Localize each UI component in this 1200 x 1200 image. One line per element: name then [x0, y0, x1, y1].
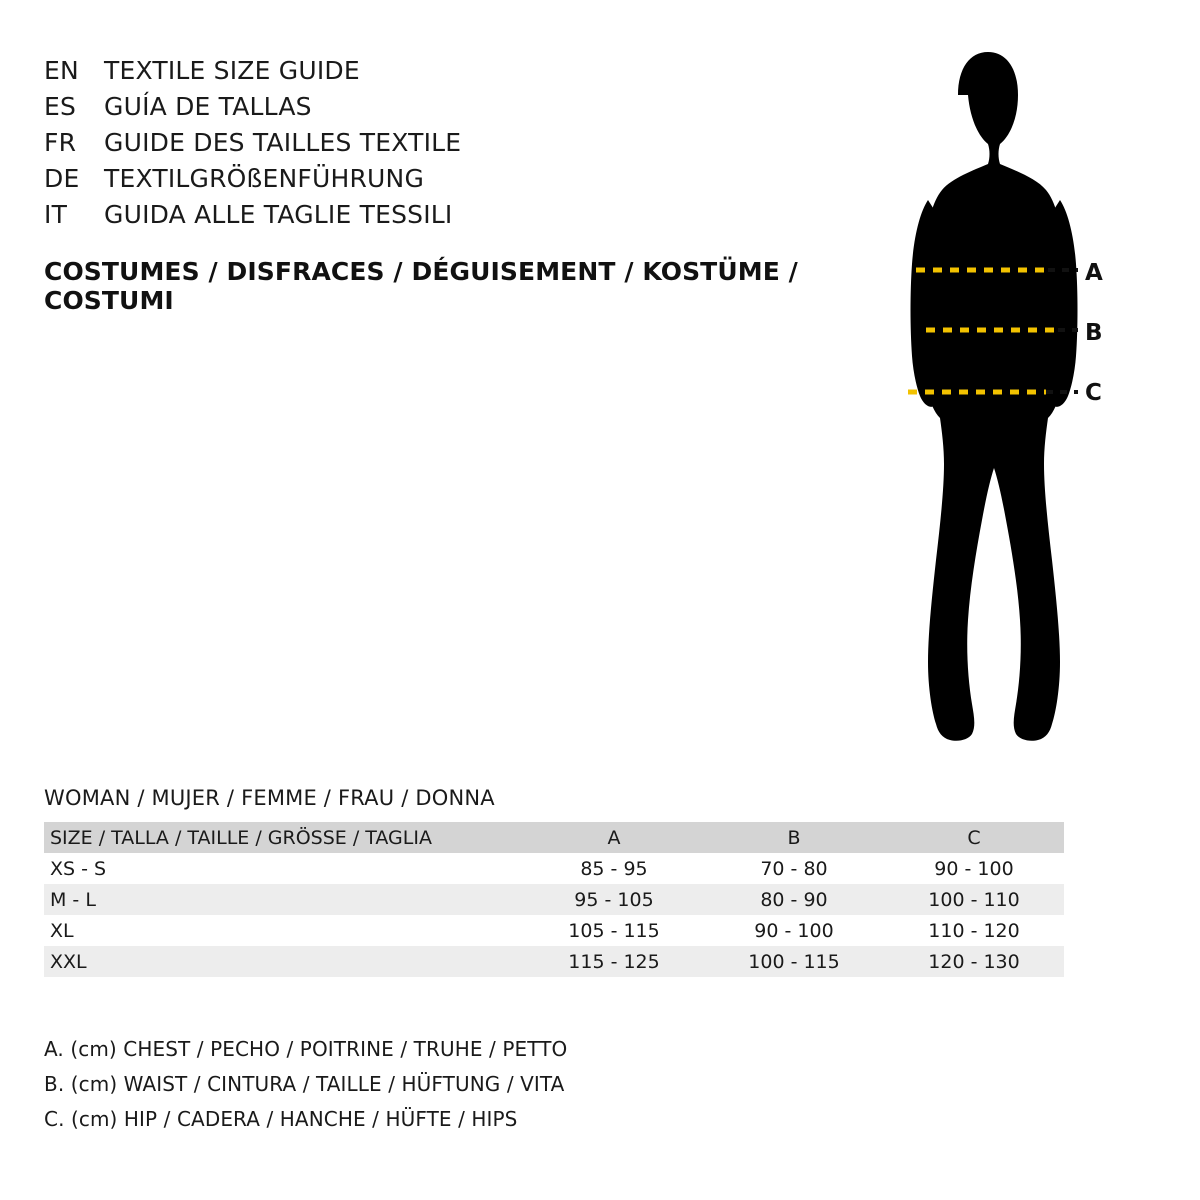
cell-size: M - L: [44, 884, 524, 915]
language-code-de: DE: [44, 164, 80, 193]
language-row-es: [44, 92, 804, 128]
cell-waist: 90 - 100: [704, 915, 884, 946]
column-header-b: B: [704, 822, 884, 853]
language-text-de: TEXTILGRÖßENFÜHRUNG: [104, 164, 425, 193]
table-row: [44, 915, 1064, 946]
cell-chest: 95 - 105: [524, 884, 704, 915]
table-caption: WOMAN / MUJER / FEMME / FRAU / DONNA: [44, 786, 495, 810]
marker-label-c: C: [1085, 380, 1102, 406]
column-header-size: SIZE / TALLA / TAILLE / GRÖSSE / TAGLIA: [44, 822, 524, 853]
language-header-block: [44, 56, 804, 315]
marker-label-a: A: [1085, 260, 1103, 286]
language-row-fr: [44, 128, 804, 164]
language-text-it: GUIDA ALLE TAGLIE TESSILI: [104, 200, 453, 229]
cell-chest: 105 - 115: [524, 915, 704, 946]
column-header-c: C: [884, 822, 1064, 853]
table-row: [44, 884, 1064, 915]
legend-line-a: A. (cm) CHEST / PECHO / POITRINE / TRUHE / PETTO: [44, 1037, 568, 1061]
cell-size: XL: [44, 915, 524, 946]
cell-size: XXL: [44, 946, 524, 977]
table-header-row: [44, 822, 1064, 853]
language-code-it: IT: [44, 200, 68, 229]
cell-hip: 110 - 120: [884, 915, 1064, 946]
size-table-section: [44, 786, 1064, 977]
cell-hip: 90 - 100: [884, 853, 1064, 884]
silhouette-shape: [911, 52, 1078, 741]
female-silhouette-figure: [840, 40, 1170, 750]
language-code-fr: FR: [44, 128, 77, 157]
cell-waist: 70 - 80: [704, 853, 884, 884]
cell-waist: 100 - 115: [704, 946, 884, 977]
size-table-body: [44, 853, 1064, 977]
cell-chest: 85 - 95: [524, 853, 704, 884]
legend-line-c: C. (cm) HIP / CADERA / HANCHE / HÜFTE / HIPS: [44, 1107, 518, 1131]
cell-hip: 120 - 130: [884, 946, 1064, 977]
marker-label-b: B: [1085, 320, 1103, 346]
cell-chest: 115 - 125: [524, 946, 704, 977]
size-table-head: [44, 822, 1064, 853]
language-text-fr: GUIDE DES TAILLES TEXTILE: [104, 128, 462, 157]
cell-size: XS - S: [44, 853, 524, 884]
language-code-es: ES: [44, 92, 77, 121]
cell-hip: 100 - 110: [884, 884, 1064, 915]
table-row: [44, 946, 1064, 977]
language-row-de: [44, 164, 804, 200]
legend-line-b: B. (cm) WAIST / CINTURA / TAILLE / HÜFTUNG / VITA: [44, 1072, 565, 1096]
language-text-en: TEXTILE SIZE GUIDE: [104, 56, 360, 85]
language-row-en: [44, 56, 804, 92]
cell-waist: 80 - 90: [704, 884, 884, 915]
measurement-legend: [44, 1032, 844, 1137]
table-row: [44, 853, 1064, 884]
costumes-subtitle: COSTUMES / DISFRACES / DÉGUISEMENT / KOSTÜME / COSTUMI: [44, 257, 798, 315]
language-row-it: [44, 200, 804, 236]
size-table: [44, 822, 1064, 977]
language-code-en: EN: [44, 56, 79, 85]
language-text-es: GUÍA DE TALLAS: [104, 92, 312, 121]
column-header-a: A: [524, 822, 704, 853]
